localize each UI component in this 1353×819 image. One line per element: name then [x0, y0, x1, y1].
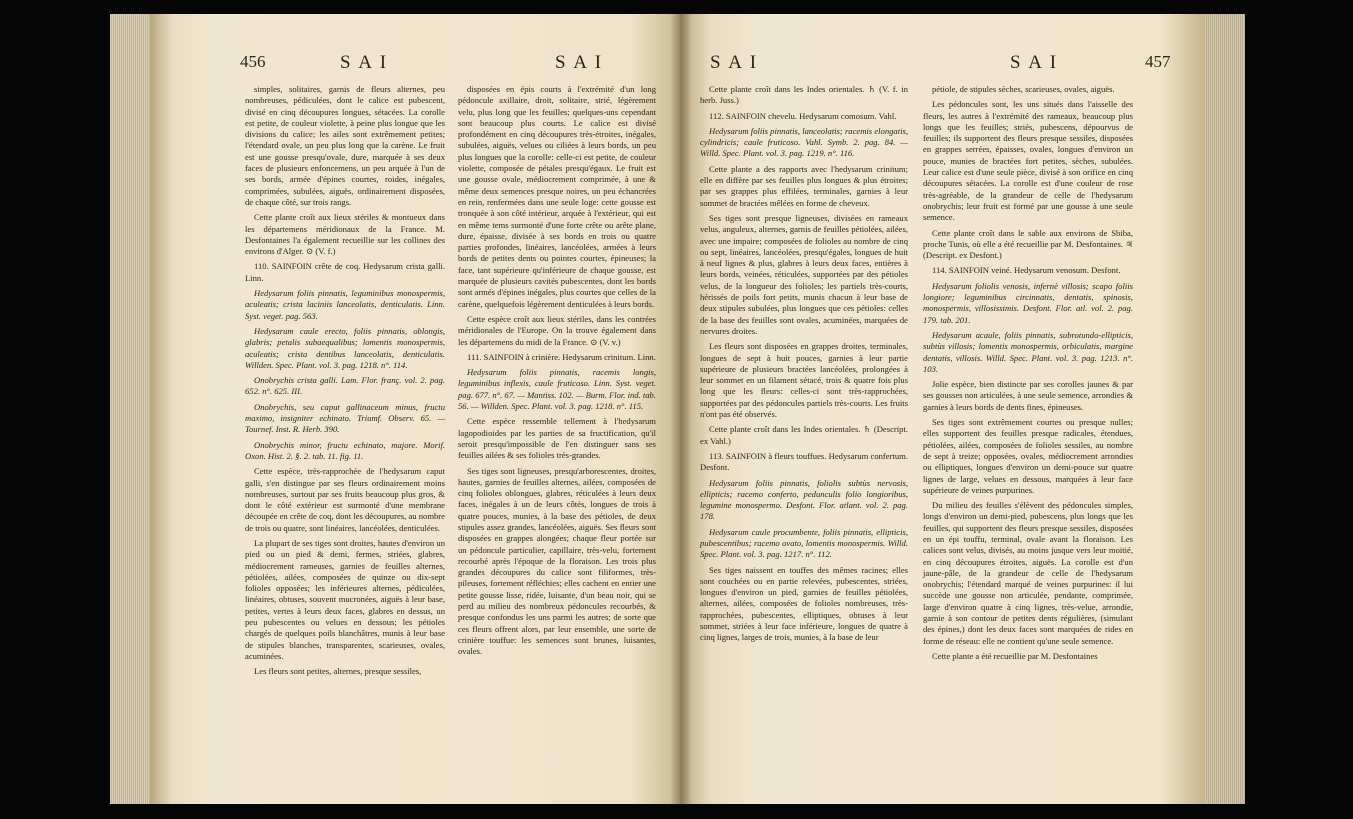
open-book [150, 14, 1205, 804]
text-column-2 [923, 84, 1133, 666]
paragraph: 113. SAINFOIN à fleurs touffues. Hedysarum confertum. Desfont. [700, 450, 908, 473]
paragraph: Cette espèce, très-rapprochée de l'hedysarum caput galli, s'en distingue par ses fleurs ordinairement moins nombreuses, surtout par ses fruits beaucoup plus gros, & dont le côté extérieur est surmonté d'une membrane découpée en crête de coq, dont les découpures, au nombre de trois ou quatre, sont linéaires, lancéolées, denticulées. [245, 466, 445, 533]
text-column-1 [245, 84, 445, 682]
paragraph: Du milieu des feuilles s'élèvent des pédoncules simples, longs d'environ un demi-pied, pubescens, plus longs que les feuilles, qui supportent des fleurs presque sessiles, disposées en un épi touffu, terminal, ovale avant la floraison. Les calices sont velus, divisés, au moins jusque vers leur moitié, en cinq découpures étroites, aiguës. La corolle est d'un jaune-pâle, de la grandeur de celle de l'hedysarum onobrychis; l'étendard marqué de veines purpurines: il lui succède une gousse non articulée, pendante, comprimée, large d'environ quatre à cinq lignes, très-velue, arrondie, garnie à son contour de petites dents régulières, (simulant des épines,) dont les deux faces sont marquées de rides en forme de réseau: elle ne contient qu'une seule semence. [923, 500, 1133, 646]
paragraph: Ses tiges sont presque ligneuses, divisées en rameaux velus, anguleux, alternes, garnis de feuilles pétiolées, ailées, avec une impaire; composées de folioles au nombre de cinq ou sept, linéaires, lancéolées, presqu'égales, longues de huit à neuf lignes & plus, glabres à leurs deux faces, entières à leurs bords, veinées, réticulées, supportées par des pétioles velus, de la longueur des folioles; les partiels très-courts, hérissés de poils fort petits, munis chacun à leur base de deux stipules subulées, plus longues que ces pétioles: celles de la base des feuilles sont ovales, acuminées, marquées de nervures droites. [700, 212, 908, 336]
paragraph: Hedysarum foliis pinnatis, racemis longis, leguminibus inflexis, caule fruticoso. Linn. Syst. veget. pag. 677. n°. 67. — Mantiss. 102. — Burm. Flor. ind. tab. 56. — Willden. Spec. Plant. vol. 3. pag. 1218. n°. 115. [458, 367, 656, 412]
text-column-2 [458, 84, 656, 662]
paragraph: Hedysarum caule erecto, foliis pinnatis, oblongis, glabris; petalis subaequalibus; lomentis monospermis, aculeatis; crista dentibus lanceolatis, denticulatis. Willden. Spec. Plant. vol. 3. pag. 1218. n°. 114. [245, 325, 445, 370]
paragraph: Hedysarum caule procumbente, foliis pinnatis, ellipticis, pubescentibus; racemo ovato, lomentis monospermis. Willd. Spec. Plant. vol. 3. pag. 1217. n°. 112. [700, 526, 908, 560]
paragraph: Cette plante a été recueillie par M. Desfontaines [932, 650, 1098, 661]
page-number: 456 [240, 52, 266, 71]
paragraph: Hedysarum foliis pinnatis, leguminibus monospermis, aculeatis; crista laciniis lanceolatis, denticulatis. Linn. Syst. veget. pag. 563. [245, 288, 445, 321]
paragraph: Cette plante a des rapports avec l'hedysarum crinitum; elle en diffère par ses feuilles plus longues & plus étroites; par ses grappes plus effilées, terminales, garnies à leur sommet de bractées mêlées en forme de cheveux. [700, 163, 908, 208]
paragraph: Jolie espèce, bien distincte par ses corolles jaunes & par ses gousses non articulées, à une seule semence, arrondies & garnies à leurs bords de dents fines, épineuses. [923, 379, 1133, 412]
right-page-stack-edge [1205, 14, 1245, 804]
running-head: S A I [555, 52, 604, 73]
paragraph: simples, solitaires, garnis de fleurs alternes, peu nombreuses, pédiculées, dont le calice est pubescent, divisé en cinq découpures longues, sétacées. La corolle est petite, de couleur violette, à peine plus longue que les divisions du calice; les ailes sont extrêmement petites; l'étendard ovale, un peu plus long que la carène. Le fruit est une gousse presqu'ovale, dure, marquée à ses deux faces de plusieurs enfoncemens, un peu arquée à l'un de ses bords, armée d'épines courtes, roides, inégales, comprimées, subulées, aiguës, ordinairement disposées, de chaque côté, sur trois rangs. [245, 84, 445, 207]
paragraph: Les fleurs sont disposées en grappes droites, terminales, longues de sept à huit pouces, garnies à leur partie supérieure de plusieurs bractées lancéolées, prolongées à leur sommet en un filament sétacé, trois & quatre fois plus long que les fleurs: celles-ci sont très-rapprochées, supportées par des pédoncules partiels très-courts. Les fruits n'ont pas été observés. [700, 341, 908, 420]
paragraph: Hedysarum foliis pinnatis, foliolis subtùs nervosis, ellipticis; racemo conferto, pedunculis folio longioribus, legumine monospermo. Desfont. Flor. atlant. vol. 2. pag. 178. [700, 477, 908, 522]
left-page-stack-edge [110, 14, 150, 804]
paragraph: Cette plante croît dans les Indes orientales. ♄ (V. f. in herb. Juss.) [700, 84, 908, 106]
paragraph: 112. SAINFOIN chevelu. Hedysarum comosum. Vahl. [709, 110, 897, 121]
paragraph: pétiole, de stipules sèches, scarieuses, ovales, aiguës. [932, 84, 1115, 94]
running-head: S A I [1010, 52, 1059, 73]
paragraph: Hedysarum acaule, foliis pinnatis, subrotundo-ellipticis, subtùs villosis; lomentis monospermis, orbiculatis, margine dentatis, villosis. Willd. Spec. Plant. vol. 3. pag. 1213. n°. 103. [923, 329, 1133, 374]
paragraph: La plupart de ses tiges sont droites, hautes d'environ un pied ou un pied & demi, fermes, striées, glabres, médiocrement rameuses, garnies de feuilles alternes, pétiolées, ailées, composées de quinze ou dix-sept folioles opposées; les inférieures alternes, pédiculées, linéaires, obtuses, souvent mucronées, aiguës à leur base, petites, vertes à leurs deux faces, glabres en dessus, un peu pubescentes ou velues en dessous; les pétioles chargés de quelques poils blanchâtres, munis à leur base de stipules blanches, transparentes, scarieuses, ovales, acuminées. [245, 537, 445, 661]
paragraph: Cette espèce croît aux lieux stériles, dans les contrées méridionales de l'Europe. On la trouve également dans les départemens du midi de la France. ⊙ (V. v.) [458, 313, 656, 347]
paragraph: Hedysarum foliolis venosis, infernè villosis; scapo foliis longiore; leguminibus circinnatis, dentatis, spinosis, monospermis, villosissimis. Desfont. Flor. atl. vol. 2. pag. 179. tab. 201. [923, 280, 1133, 325]
text-column-1 [700, 84, 908, 648]
paragraph: Ses tiges sont ligneuses, presqu'arborescentes, droites, hautes, garnies de feuilles alternes, ailées, composées de cinq folioles oblongues, glabres, réticulées à leurs deux faces, inégales à un de leurs côtés, longues de trois à quatre pouces, munies, à la base des pétioles, de deux stipules assez grandes, lancéolées, aiguës. Ses fleurs sont disposées en grappes alongées; chaque fleur portée sur un pédoncule particulier, capillaire, très-velu, fortement recourbé après l'époque de la floraison. Les trois plus grandes découpures du calice sont filiformes, très-pileuses, fortement réfléchies; elles cachent en entier une petite gousse lisse, ridée, luisante, d'un beau noir, qui se perd au milieu des nombreux pédoncules recourbés, & presque confondus les uns parmi les autres; de sorte que ces fleurs offrent alors, par leur ensemble, une sorte de crinière touffue: les semences sont brunes, luisantes, ovales. [458, 465, 656, 657]
paragraph: Les fleurs sont petites, alternes, presque sessiles, [254, 666, 422, 677]
paragraph: 114. SAINFOIN veiné. Hedysarum venosum. Desfont. [932, 265, 1121, 276]
paragraph: Cette plante croît dans les Indes orientales. ♄ (Descript. ex Vahl.) [700, 424, 908, 446]
paragraph: Onobrychis, seu caput gallinaceum minus, fructu maximo, insigniter echinato. Triumf. Observ. 65. — Tournef. Inst. R. Herb. 390. [245, 401, 445, 435]
running-head: S A I [710, 52, 759, 73]
paragraph: disposées en épis courts à l'extrémité d'un long pédoncule axillaire, droit, solitaire, strié, légèrement velu, plus long que les feuilles; quelques-uns cependant sont beaucoup plus courts. Le calice est divisé profondément en cinq découpures très-étroites, inégales, subulées, aiguës, velues ou ciliées à leurs bords, un peu plus longues que la corolle: celle-ci est petite, de couleur violette, composée de pétales presqu'égaux. Le fruit est une gousse ovale, médiocrement comprimée, à une & même deux semences presque noires, un peu échancrées en rein, renfermées dans une seule loge: cette gousse est tronquée à son côté intérieur, arquée à l'extérieur, qui est en même tems surmonté d'une forte crête ou arête plane, dure, épaisse, divisée à ses bords en trois ou quatre parties profondes, linéaires, lancéolées, armées à leurs bords de petites dents ou pointes courtes, épineuses; la face, tant supérieure qu'inférieure de chaque gousse, est marquée de plusieurs cavités pubescentes, dont les bords sont armés d'épines inégales, plus courtes que celles de la carène, quelquefois légèrement denticulées à leurs bords. [458, 84, 656, 309]
paragraph: Ses tiges sont extrêmement courtes ou presque nulles; elles supportent des feuilles presque radicales, étendues, pétiolées, ailées, composées de folioles sessiles, au nombre de sept à treize; opposées, ovales, médiocrement arrondies ou elliptiques, longues d'environ un demi-pouce sur quatre lignes de large, velues en dessous, marquées à leur face supérieure de veines purpurines. [923, 417, 1133, 495]
paragraph: Onobrychis minor, fructu echinato, majore. Morif. Oxon. Hist. 2. §. 2. tab. 11. fig. 11. [245, 439, 445, 461]
paragraph: Hedysarum foliis pinnatis, lanceolatis; racemis elongatis, cylindricis; caule fruticoso. Vahl. Symb. 2. pag. 84. — Willd. Spec. Plant. vol. 3. pag. 1219. n°. 116. [700, 125, 908, 159]
paragraph: Ses tiges naissent en touffes des mêmes racines; elles sont couchées ou en partie relevées, pubescentes, striées, longues d'environ un pied, garnies de feuilles pétiolées, alternes, ailées, composées de folioles nombreuses, très-rapprochées, pubescentes, elliptiques, obtuses à leur sommet, striées à leur face inférieure, longues de quatre à cinq lignes, larges de trois, munies, à la base de leur [700, 564, 908, 643]
paragraph: 110. SAINFOIN crête de coq. Hedysarum crista galli. Linn. [245, 261, 445, 283]
page-number: 457 [1145, 52, 1171, 71]
running-head: S A I [340, 52, 389, 73]
left-page [150, 14, 680, 804]
paragraph: Cette espèce ressemble tellement à l'hedysarum lagopodioides par les parties de sa fructification, qu'il seroit presqu'impossible de l'en distinguer sans ses feuilles ailées & ses folioles très-grandes. [458, 416, 656, 461]
paragraph: Cette plante croît aux lieux stériles & montueux dans les départemens méridionaux de la France. M. Desfontaines l'a également recueillie sur les collines des environs d'Alger. ⊙ (V. f.) [245, 212, 445, 257]
right-page [680, 14, 1205, 804]
paragraph: Cette plante croît dans le sable aux environs de Sbiba, proche Tunis, où elle a été recueillie par M. Desfontaines. ♃ (Descript. ex Desfont.) [923, 227, 1133, 261]
paragraph: Onobrychis crista galli. Lam. Flor. franç. vol. 2. pag. 652. n°. 625. III. [245, 375, 445, 397]
paragraph: Les pédoncules sont, les uns situés dans l'aisselle des fleurs, les autres à l'extrémité des rameaux, beaucoup plus longs que les feuilles; striés, pubescens, dépourvus de feuilles; ils supportent des fleurs presque sessiles, disposées en grappes serrées, épaisses, ovales, longues d'environ un pouce, munies de bractées fort petites, sèches, subulées. Leur calice est d'une seule pièce, divisé à son orifice en cinq découpures sétacées. La corolle est d'une couleur de rose très-agréable, de la grandeur de celle de l'hedysarum onobrychis; leur fruit est formé par une gousse à une seule semence. [923, 99, 1133, 223]
book-gutter [670, 14, 692, 804]
paragraph: 111. SAINFOIN à crinière. Hedysarum crinitum. Linn. [467, 351, 656, 362]
